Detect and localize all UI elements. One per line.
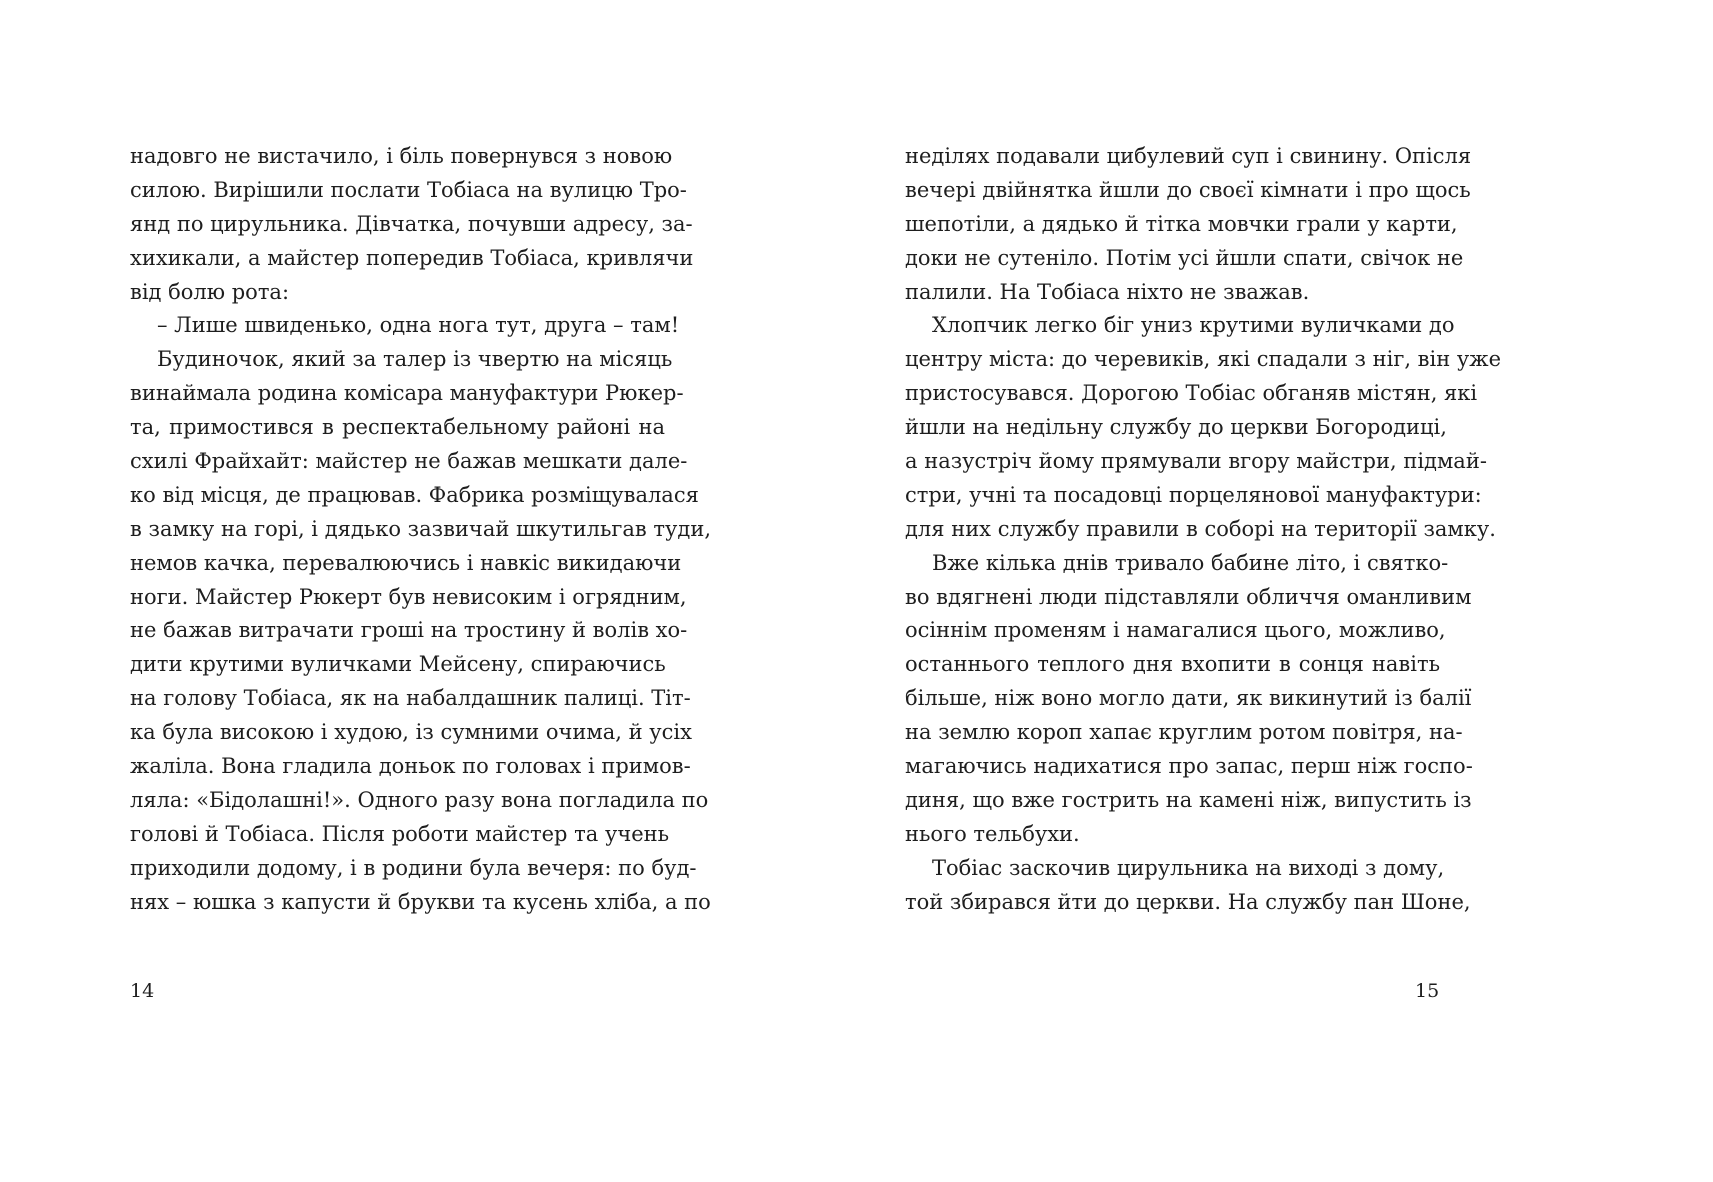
- text-line: палили. На Тобіаса ніхто не зважав.: [905, 279, 1310, 304]
- text-line: та, примостився в респектабельному районі на: [130, 415, 665, 440]
- text-line: немов качка, перевалюючись і навкіс викидаючи: [130, 550, 682, 575]
- text-line: винаймала родина комісара мануфактури Рюкер-: [130, 381, 684, 406]
- text-line: схилі Фрайхайт: майстер не бажав мешкати дале-: [130, 449, 688, 474]
- right-page-text: [905, 140, 1501, 919]
- text-line: центру міста: до черевиків, які спадали з ніг, він уже: [905, 347, 1501, 372]
- text-line: надовго не вистачило, і біль повернувся з новою: [130, 144, 673, 168]
- text-line: жаліла. Вона гладила доньок по головах і примов-: [130, 754, 691, 779]
- text-line: від болю рота:: [130, 279, 290, 304]
- text-line: Тобіас заскочив цирульника на виході з дому,: [932, 855, 1445, 880]
- text-line: більше, ніж воно могло дати, як викинутий із балії: [905, 686, 1472, 711]
- text-line: нях – юшка з капусти й брукви та кусень хліба, а по: [130, 889, 711, 914]
- text-line: диня, що вже гострить на камені ніж, випустить із: [905, 787, 1472, 812]
- text-line: вечері двійнятка йшли до своєї кімнати і про щось: [905, 177, 1471, 202]
- text-line: Вже кілька днів тривало бабине літо, і святко-: [932, 550, 1449, 575]
- text-line: для них службу правили в соборі на території замку.: [905, 516, 1496, 541]
- text-line: во вдягнені люди підставляли обличчя оманливим: [905, 584, 1472, 609]
- text-line: нього тельбухи.: [905, 821, 1080, 846]
- text-line: неділях подавали цибулевий суп і свинину. Опісля: [905, 144, 1472, 168]
- text-line: шепотіли, а дядько й тітка мовчки грали у карти,: [905, 211, 1458, 236]
- text-line: силою. Вирішили послати Тобіаса на вулицю Тро-: [130, 177, 687, 202]
- text-line: не бажав витрачати гроші на тростину й волів хо-: [130, 618, 688, 643]
- text-line: осіннім променям і намагалися цього, можливо,: [905, 618, 1446, 643]
- text-line: хихикали, а майстер попередив Тобіаса, кривлячи: [130, 245, 694, 270]
- text-line: дити крутими вуличками Мейсену, спираючись: [130, 652, 666, 677]
- text-line: на землю короп хапає круглим ротом повітря, на-: [905, 720, 1463, 745]
- text-line: – Лише швиденько, одна нога тут, друга – там!: [157, 313, 680, 338]
- text-line: той збирався йти до церкви. На службу пан Шоне,: [905, 889, 1471, 914]
- text-line: Будиночок, який за талер із чвертю на місяць: [157, 347, 673, 372]
- text-line: приходили додому, і в родини була вечеря: по буд-: [130, 855, 697, 880]
- left-page: [130, 140, 711, 1120]
- text-line: Хлопчик легко біг униз крутими вуличками до: [932, 313, 1455, 338]
- text-line: стри, учні та посадовці порцелянової мануфактури:: [905, 482, 1482, 507]
- left-page-text: [130, 140, 711, 919]
- right-page: [905, 140, 1501, 1120]
- right-page-number: 15: [1415, 980, 1440, 1002]
- text-line: на голову Тобіаса, як на набалдашник палиці. Тіт-: [130, 686, 691, 711]
- text-line: пристосувався. Дорогою Тобіас обганяв містян, які: [905, 381, 1478, 406]
- text-line: магаючись надихатися про запас, перш ніж госпо-: [905, 754, 1473, 779]
- left-page-number: 14: [130, 980, 155, 1002]
- text-line: останнього теплого дня вхопити в сонця навіть: [905, 652, 1440, 677]
- text-line: голові й Тобіаса. Після роботи майстер та учень: [130, 821, 670, 846]
- text-line: ляла: «Бідолашні!». Одного разу вона погладила по: [130, 787, 709, 812]
- text-line: в замку на горі, і дядько зазвичай шкутильгав туди,: [130, 516, 711, 541]
- text-line: ко від місця, де працював. Фабрика розміщувалася: [130, 482, 699, 507]
- text-line: а назустріч йому прямували вгору майстри, підмай-: [905, 449, 1487, 474]
- text-line: янд по цирульника. Дівчатка, почувши адресу, за-: [130, 211, 693, 236]
- text-line: йшли на недільну службу до церкви Богородиці,: [905, 415, 1447, 440]
- text-line: доки не сутеніло. Потім усі йшли спати, свічок не: [905, 245, 1464, 270]
- text-line: ноги. Майстер Рюкерт був невисоким і огрядним,: [130, 584, 687, 609]
- text-line: ка була високою і худою, із сумними очима, й усіх: [130, 720, 692, 745]
